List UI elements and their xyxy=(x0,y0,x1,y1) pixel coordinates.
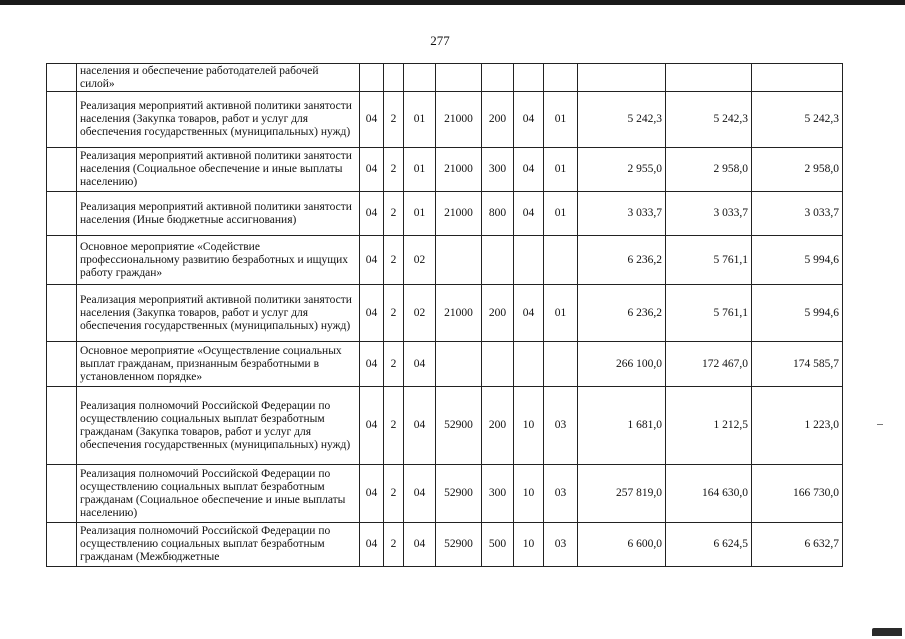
code-subprogram: 2 xyxy=(384,148,404,192)
code-event: 01 xyxy=(404,192,436,236)
row-blank-cell xyxy=(47,64,77,92)
row-name: Реализация мероприятий активной политики занятости населения (Социальное обеспечение и иные выплаты населению) xyxy=(77,148,360,192)
amount-year-1: 2 955,0 xyxy=(578,148,666,192)
code-subsection: 03 xyxy=(544,387,578,465)
code-subprogram: 2 xyxy=(384,387,404,465)
row-name: Реализация полномочий Российской Федерации по осуществлению социальных выплат безработным гражданам (Закупка товаров, работ и услуг для обеспечения государственных (муниципальных) нужд) xyxy=(77,387,360,465)
code-section: 04 xyxy=(514,148,544,192)
code-direction xyxy=(436,236,482,285)
code-program: 04 xyxy=(360,285,384,342)
amount-year-2: 2 958,0 xyxy=(666,148,752,192)
amount-year-1: 6 236,2 xyxy=(578,236,666,285)
code-subsection xyxy=(544,342,578,387)
row-name: населения и обеспечение работодателей рабочей силой» xyxy=(77,64,360,92)
code-event: 04 xyxy=(404,465,436,523)
table-row xyxy=(47,236,843,285)
amount-year-3: 5 994,6 xyxy=(752,285,843,342)
row-blank-cell xyxy=(47,465,77,523)
code-program: 04 xyxy=(360,236,384,285)
code-expense-type xyxy=(482,342,514,387)
code-section xyxy=(514,342,544,387)
amount-year-3: 174 585,7 xyxy=(752,342,843,387)
code-direction xyxy=(436,342,482,387)
code-expense-type: 800 xyxy=(482,192,514,236)
code-direction: 21000 xyxy=(436,192,482,236)
table-row xyxy=(47,285,843,342)
code-event: 01 xyxy=(404,92,436,148)
page-number: 277 xyxy=(430,33,450,48)
amount-year-3: 1 223,0 xyxy=(752,387,843,465)
code-program: 04 xyxy=(360,342,384,387)
amount-year-2: 172 467,0 xyxy=(666,342,752,387)
amount-year-2: 5 242,3 xyxy=(666,92,752,148)
scan-corner-mark xyxy=(872,628,902,636)
code-program: 04 xyxy=(360,387,384,465)
code-event: 01 xyxy=(404,148,436,192)
code-expense-type: 500 xyxy=(482,523,514,567)
row-blank-cell xyxy=(47,387,77,465)
amount-year-2: 1 212,5 xyxy=(666,387,752,465)
code-direction: 21000 xyxy=(436,92,482,148)
row-name: Реализация мероприятий активной политики занятости населения (Закупка товаров, работ и услуг для обеспечения государственных (муниципальных) нужд) xyxy=(77,92,360,148)
code-expense-type: 300 xyxy=(482,465,514,523)
amount-year-2: 164 630,0 xyxy=(666,465,752,523)
amount-year-2: 3 033,7 xyxy=(666,192,752,236)
code-subsection: 03 xyxy=(544,523,578,567)
code-subsection: 03 xyxy=(544,465,578,523)
amount-year-2: 5 761,1 xyxy=(666,285,752,342)
code-program: 04 xyxy=(360,92,384,148)
budget-table xyxy=(46,63,843,567)
row-blank-cell xyxy=(47,342,77,387)
code-event: 04 xyxy=(404,387,436,465)
scan-artifact-mark xyxy=(877,424,883,425)
code-expense-type xyxy=(482,236,514,285)
code-subprogram: 2 xyxy=(384,285,404,342)
code-section: 10 xyxy=(514,387,544,465)
amount-year-2 xyxy=(666,64,752,92)
code-expense-type: 200 xyxy=(482,387,514,465)
code-direction: 21000 xyxy=(436,148,482,192)
table-row xyxy=(47,465,843,523)
row-blank-cell xyxy=(47,192,77,236)
amount-year-3 xyxy=(752,64,843,92)
code-direction: 52900 xyxy=(436,387,482,465)
code-direction: 52900 xyxy=(436,465,482,523)
code-section: 04 xyxy=(514,92,544,148)
code-subprogram xyxy=(384,64,404,92)
table-row xyxy=(47,192,843,236)
code-section: 04 xyxy=(514,285,544,342)
amount-year-1: 6 236,2 xyxy=(578,285,666,342)
amount-year-3: 6 632,7 xyxy=(752,523,843,567)
code-subprogram: 2 xyxy=(384,192,404,236)
code-expense-type xyxy=(482,64,514,92)
code-expense-type: 200 xyxy=(482,285,514,342)
code-direction: 52900 xyxy=(436,523,482,567)
table-row xyxy=(47,387,843,465)
code-program: 04 xyxy=(360,192,384,236)
code-direction xyxy=(436,64,482,92)
amount-year-1: 257 819,0 xyxy=(578,465,666,523)
code-subsection: 01 xyxy=(544,192,578,236)
row-blank-cell xyxy=(47,236,77,285)
code-section xyxy=(514,236,544,285)
row-name: Основное мероприятие «Осуществление социальных выплат гражданам, признанным безработными в установленном порядке» xyxy=(77,342,360,387)
code-direction: 21000 xyxy=(436,285,482,342)
code-expense-type: 200 xyxy=(482,92,514,148)
code-event: 02 xyxy=(404,236,436,285)
code-section: 10 xyxy=(514,465,544,523)
row-blank-cell xyxy=(47,148,77,192)
table-row xyxy=(47,64,843,92)
row-name: Реализация полномочий Российской Федерации по осуществлению социальных выплат безработным гражданам (Межбюджетные xyxy=(77,523,360,567)
amount-year-3: 5 242,3 xyxy=(752,92,843,148)
code-program: 04 xyxy=(360,148,384,192)
code-event: 02 xyxy=(404,285,436,342)
row-name: Основное мероприятие «Содействие профессиональному развитию безработных и ищущих работу граждан» xyxy=(77,236,360,285)
amount-year-1: 6 600,0 xyxy=(578,523,666,567)
code-subprogram: 2 xyxy=(384,465,404,523)
code-section xyxy=(514,64,544,92)
amount-year-3: 166 730,0 xyxy=(752,465,843,523)
amount-year-2: 6 624,5 xyxy=(666,523,752,567)
amount-year-3: 2 958,0 xyxy=(752,148,843,192)
code-subsection xyxy=(544,236,578,285)
amount-year-3: 3 033,7 xyxy=(752,192,843,236)
code-subprogram: 2 xyxy=(384,342,404,387)
code-event: 04 xyxy=(404,523,436,567)
amount-year-1 xyxy=(578,64,666,92)
code-section: 04 xyxy=(514,192,544,236)
code-subprogram: 2 xyxy=(384,236,404,285)
row-blank-cell xyxy=(47,92,77,148)
row-blank-cell xyxy=(47,285,77,342)
code-subsection: 01 xyxy=(544,148,578,192)
code-subsection: 01 xyxy=(544,285,578,342)
row-name: Реализация полномочий Российской Федерации по осуществлению социальных выплат безработным гражданам (Социальное обеспечение и иные выплаты населению) xyxy=(77,465,360,523)
row-blank-cell xyxy=(47,523,77,567)
code-subsection: 01 xyxy=(544,92,578,148)
table-row xyxy=(47,523,843,567)
table-row xyxy=(47,148,843,192)
row-name: Реализация мероприятий активной политики занятости населения (Иные бюджетные ассигнования) xyxy=(77,192,360,236)
code-expense-type: 300 xyxy=(482,148,514,192)
amount-year-2: 5 761,1 xyxy=(666,236,752,285)
code-section: 10 xyxy=(514,523,544,567)
table-row xyxy=(47,342,843,387)
code-program: 04 xyxy=(360,523,384,567)
code-subsection xyxy=(544,64,578,92)
code-subprogram: 2 xyxy=(384,523,404,567)
scan-top-border xyxy=(0,0,905,5)
amount-year-1: 1 681,0 xyxy=(578,387,666,465)
amount-year-1: 5 242,3 xyxy=(578,92,666,148)
amount-year-1: 3 033,7 xyxy=(578,192,666,236)
row-name: Реализация мероприятий активной политики занятости населения (Закупка товаров, работ и услуг для обеспечения государственных (муниципальных) нужд) xyxy=(77,285,360,342)
code-program xyxy=(360,64,384,92)
amount-year-1: 266 100,0 xyxy=(578,342,666,387)
code-event xyxy=(404,64,436,92)
amount-year-3: 5 994,6 xyxy=(752,236,843,285)
table-row xyxy=(47,92,843,148)
code-event: 04 xyxy=(404,342,436,387)
code-subprogram: 2 xyxy=(384,92,404,148)
code-program: 04 xyxy=(360,465,384,523)
